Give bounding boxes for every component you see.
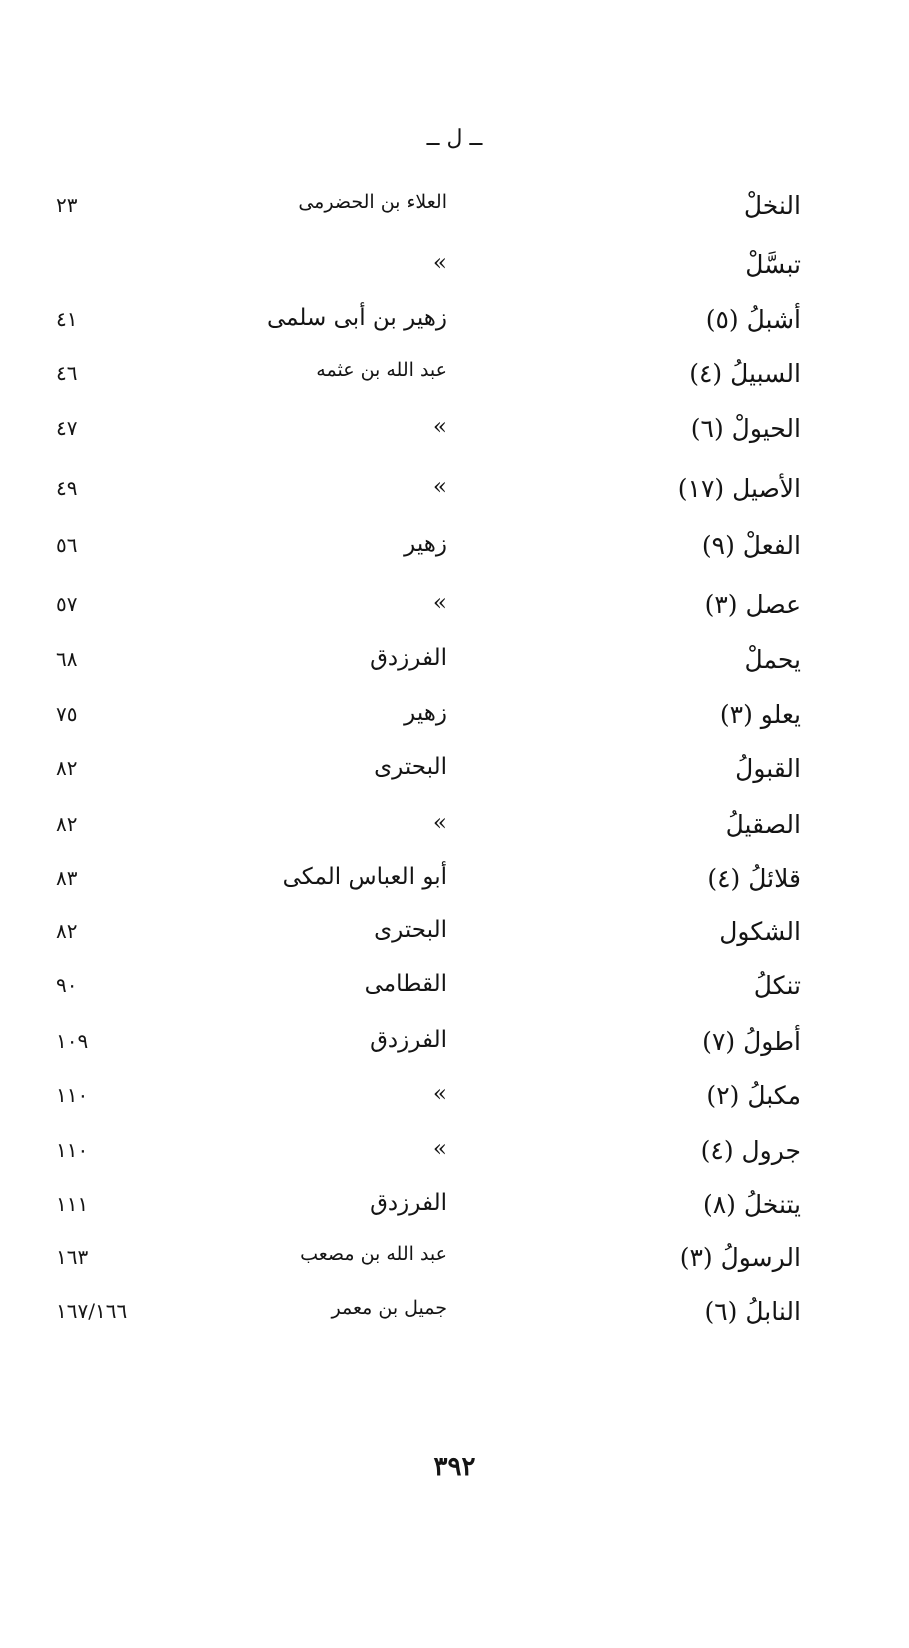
rhyme-word: النخلْ [743,191,801,220]
rhyme-word: يتنخلُ (٨) [702,1190,801,1219]
poet-name: القطامى [364,971,447,997]
page-reference: ٩٠ [56,973,78,997]
index-entry-row [0,971,909,1015]
page-reference: ٢٣ [56,193,78,217]
poet-name: » [432,250,447,276]
page-reference: ٤٧ [56,416,78,440]
page-reference: ١١٠ [56,1138,89,1162]
index-entry-row [0,1081,909,1125]
index-entry-row [0,359,909,403]
index-entry-row [0,1243,909,1287]
rhyme-word: مكبلُ (٢) [706,1081,801,1110]
poet-name: عبد الله بن عثمه [316,359,447,381]
page-reference: ١٠٩ [56,1029,89,1053]
page-number: ٣٩٢ [433,1452,476,1482]
index-entry-row [0,754,909,798]
index-entry-row [0,645,909,689]
index-entry-row [0,917,909,961]
index-entry-row [0,1297,909,1341]
page-reference: ٤٩ [56,476,78,500]
index-entry-row [0,191,909,235]
rhyme-word: أطولُ (٧) [702,1027,801,1056]
index-entry-row [0,1190,909,1234]
rhyme-word: جرول (٤) [700,1136,801,1165]
page-reference: ٥٦ [56,533,78,557]
index-entry-row [0,250,909,294]
rhyme-word: الصقيلُ [725,810,801,839]
poet-name: » [432,810,447,836]
poet-name: » [432,590,447,616]
page-reference: ٨٣ [56,866,78,890]
index-entry-row [0,810,909,854]
rhyme-word: تنكلُ [753,971,801,1000]
poet-name: البحترى [374,917,447,943]
poet-name: » [432,1081,447,1107]
index-entry-row [0,531,909,575]
page-reference: ٨٢ [56,919,78,943]
rhyme-word: السبيلُ (٤) [689,359,801,388]
page-reference: ٦٨ [56,647,78,671]
page-reference: ١٦٧/١٦٦ [56,1299,128,1323]
rhyme-word: يعلو (٣) [719,700,801,729]
poet-name: عبد الله بن مصعب [300,1243,447,1265]
index-entry-row [0,474,909,518]
rhyme-word: القبولُ [735,754,801,783]
page-reference: ٥٧ [56,592,78,616]
page-reference: ٤٦ [56,361,78,385]
poet-name: الفرزدق [370,645,447,671]
index-entry-row [0,864,909,908]
page-reference: ٤١ [56,307,78,331]
page-reference: ١٦٣ [56,1245,89,1269]
index-entry-row [0,700,909,744]
poet-name: أبو العباس المكى [282,864,447,890]
rhyme-word: الرسولُ (٣) [679,1243,801,1272]
rhyme-word: تبسَّلْ [745,250,801,279]
page-reference: ٧٥ [56,702,78,726]
rhyme-word: قلائلُ (٤) [707,864,801,893]
poet-name: جميل بن معمر [331,1297,447,1319]
poet-name: البحترى [374,754,447,780]
index-entry-row [0,414,909,458]
poet-name: زهير بن أبى سلمى [266,305,447,331]
poet-name: زهير [404,700,447,726]
poet-name: الفرزدق [370,1190,447,1216]
rhyme-word: الحيولْ (٦) [690,414,801,443]
rhyme-word: الأصيل (١٧) [677,474,801,503]
page-reference: ٨٢ [56,812,78,836]
poet-name: الفرزدق [370,1027,447,1053]
section-letter-heading: ــ ل ــ [426,126,483,151]
rhyme-word: الفعلْ (٩) [701,531,801,560]
page-reference: ١١٠ [56,1083,89,1107]
index-entry-row [0,305,909,349]
poet-name: زهير [404,531,447,557]
rhyme-word: عصل (٣) [704,590,801,619]
rhyme-word: النابلُ (٦) [704,1297,801,1326]
poet-name: » [432,414,447,440]
index-entry-row [0,590,909,634]
index-entry-row [0,1136,909,1180]
poet-name: » [432,1136,447,1162]
rhyme-word: يحملْ [744,645,801,674]
rhyme-word: أشبلُ (٥) [705,305,801,334]
page-reference: ١١١ [56,1192,89,1216]
index-entry-row [0,1027,909,1071]
page-reference: ٨٢ [56,756,78,780]
rhyme-word: الشكول [719,917,801,946]
poet-name: العلاء بن الحضرمى [298,191,447,213]
poet-name: » [432,474,447,500]
